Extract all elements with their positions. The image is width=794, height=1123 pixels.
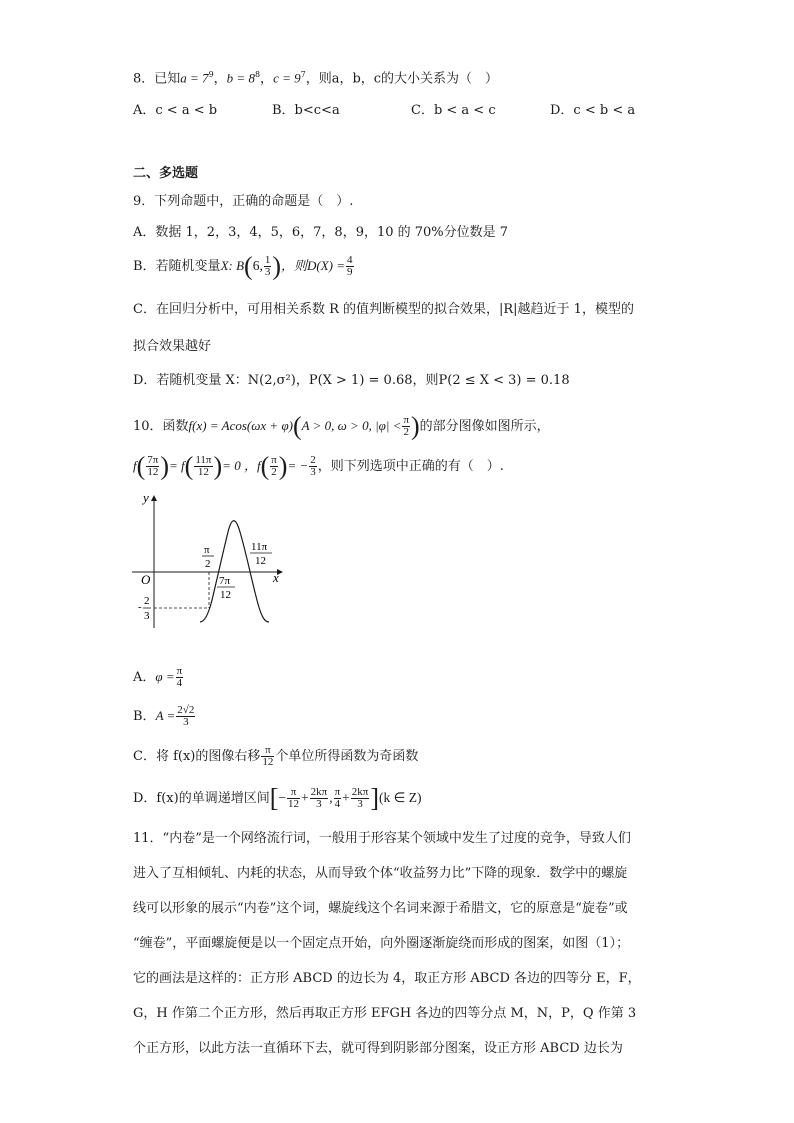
q11-line-6: G，H 作第二个正方形，然后再取正方形 EFGH 各边的四等分点 M，N，P，Q 作第 3 — [133, 1006, 637, 1021]
p7-num: 7π — [219, 575, 231, 587]
q10-prefix: 10．函数 — [133, 419, 189, 434]
pi-over-2-den: 2 — [205, 558, 211, 570]
q9-b-var: X — [220, 258, 229, 273]
q9-option-a: A．数据 1，2，3，4，5，6，7，8，9，10 的 70%分位数是 7 — [133, 225, 509, 240]
q9-b-mid: ，则D(X) = — [281, 258, 346, 273]
q9-b-dist: : B — [228, 258, 245, 273]
origin-label: O — [141, 572, 151, 587]
q10-b-frac: $\frac{2√2}{3}$ — [177, 704, 195, 728]
q8-suffix: ，则a，b，c的大小关系为（ ） — [305, 71, 499, 87]
q9-option-c-line1: C．在回归分析中，可用相关系数 R 的值判断模型的拟合效果，|R|越趋近于 1，模型的 — [133, 302, 634, 317]
q10-value: $\frac{2}{3}$ — [310, 454, 316, 478]
q10-option-c: C．将 f(x)的图像右移 $\frac{\pi}{12}$ 个单位所得函数为奇函数 — [133, 744, 419, 768]
cosine-curve — [200, 521, 269, 622]
q10-function: f(x) = Acos(ωx + φ) — [188, 418, 293, 433]
q10-c-frac: $\frac{\pi}{12}$ — [262, 744, 274, 768]
q11-line-4: “缠卷”，平面螺旋便是以一个固定点开始，向外圈逐渐旋绕而形成的图案，如图（1）； — [133, 936, 630, 951]
q9-option-c-line2: 拟合效果越好 — [133, 339, 212, 354]
neg-sign: - — [138, 601, 142, 613]
q10-eq3: = − — [287, 458, 309, 473]
q10-suffix: 的部分图像如图所示， — [419, 419, 550, 434]
q11-line-3: 线可以形象的展示“内卷”这个词，螺旋线这个名词来源于希腊文，它的原意是“旋卷”或 — [133, 901, 628, 916]
q8-option-a: A．c < a < b — [133, 103, 218, 118]
q10-eq1: = f — [169, 458, 185, 473]
q8-a-exp: 9 — [208, 70, 214, 79]
q9-b-answer: $\frac{4}{9}$ — [347, 254, 353, 278]
x-axis-label: x — [273, 570, 279, 585]
q8-c-def: c = 9 — [273, 70, 301, 86]
p11-den: 12 — [255, 555, 266, 567]
q10-line2-suffix: ，则下列选项中正确的有（ ）. — [317, 459, 504, 474]
q8-prefix: 8．已知 — [133, 71, 181, 87]
q10-a-var: φ = — [155, 669, 175, 684]
q8-option-c: C．b < a < c — [411, 103, 496, 118]
q10-condition: A > 0, ω > 0, |φ| < — [301, 418, 402, 433]
section-title: 二、多选题 — [133, 166, 199, 181]
q8-option-b: B．b<c<a — [272, 103, 340, 118]
q11-line-7: 个正方形，以此方法一直循环下去，就可得到阴影部分图案，设正方形 ABCD 边长为 — [133, 1041, 623, 1056]
val-den: 3 — [144, 610, 150, 622]
q8-option-d: D．c < b < a — [550, 103, 636, 118]
q10-f2-arg: $\frac{11\pi}{12}$ — [195, 454, 212, 478]
q10-conditions-line: f( $\frac{7\pi}{12}$ )= f( $\frac{11\pi}{12}$ )= 0 ，f( $\frac{\pi}{2}$ )= − $\frac{2}{3}$ ，则下列选项中正确的有（ ）. — [133, 451, 504, 481]
p11-num: 11π — [251, 541, 268, 553]
q10-function-graph — [130, 490, 290, 630]
y-axis-label: y — [143, 490, 149, 505]
q8-b-def: b = 8 — [226, 70, 255, 86]
q8-stem: 8．已知$a = 7^9$，$b = 8^8$，$c = 9^7$，则a，b，c的大小关系为（ ） — [133, 70, 499, 87]
pi-over-2-num: π — [204, 544, 210, 556]
q9-b-n: 6, — [252, 258, 263, 273]
q10-option-b: B．A = $\frac{2√2}{3}$ — [133, 704, 195, 728]
q9-stem: 9．下列命题中，正确的命题是（ ）. — [133, 194, 354, 209]
q10-f1: f — [133, 458, 137, 473]
q9-option-b: B．若随机变量X: B(6, $\frac{1}{3}$ )，则D(X) = $\frac{4}{9}$ — [133, 251, 353, 281]
q10-b-var: A = — [155, 708, 176, 723]
q9-option-d: D．若随机变量 X：N(2,σ²)，P(X > 1) = 0.68，则P(2 ≤ X < 3) = 0.18 — [133, 373, 570, 388]
q8-b-exp: 8 — [254, 70, 261, 79]
q11-line-2: 进入了互相倾轧、内耗的状态，从而导致个体“收益努力比”下降的现象．数学中的螺旋 — [133, 866, 628, 881]
q10-eq2: = 0 ，f — [222, 458, 261, 473]
p7-den: 12 — [220, 589, 231, 601]
q10-option-d: D．f(x)的单调递增区间[− $\frac{\pi}{12}$ + $\frac{2k\pi}{3}$ , $\frac{\pi}{4}$ + $\frac{2k\pi}{3}$ ](k ∈ Z) — [133, 783, 422, 813]
q9-b-prob: $\frac{1}{3}$ — [264, 254, 271, 278]
q10-stem: 10．函数f(x) = Acos(ωx + φ)(A > 0, ω > 0, |φ| < $\frac{\pi}{2}$ )的部分图像如图所示， — [133, 411, 550, 441]
q8-a-def: a = 7 — [180, 70, 209, 86]
val-num: 2 — [144, 595, 150, 607]
q10-f1-arg: $\frac{7\pi}{12}$ — [147, 454, 159, 478]
q11-line-5: 它的画法是这样的：正方形 ABCD 的边长为 4，取正方形 ABCD 各边的四等分 E，F， — [133, 971, 641, 986]
q8-c-exp: 7 — [300, 70, 306, 79]
q11-line-1: 11．“内卷”是一个网络流行词，一般用于形容某个领域中发生了过度的竞争，导致人们 — [133, 831, 631, 846]
q10-a-frac: $\frac{\pi}{4}$ — [176, 665, 183, 689]
q9-b-prefix: B．若随机变量 — [133, 259, 221, 274]
q10-option-a: A．φ = $\frac{\pi}{4}$ — [133, 665, 183, 689]
q10-condition-frac: $\frac{\pi}{2}$ — [403, 414, 409, 438]
q10-f3-arg: $\frac{\pi}{2}$ — [271, 454, 277, 478]
